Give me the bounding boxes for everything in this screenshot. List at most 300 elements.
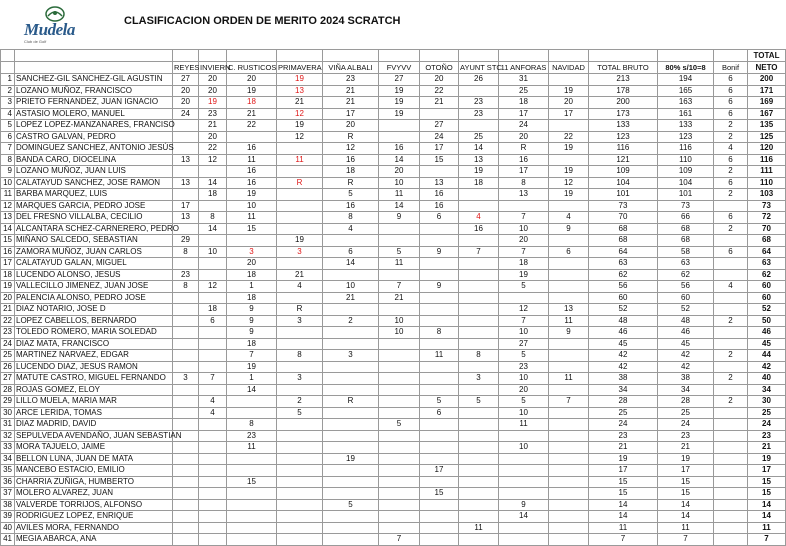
score-cell: 12 (199, 154, 227, 166)
score-cell (227, 396, 277, 408)
score-cell: 20 (199, 131, 227, 143)
score-cell (459, 189, 499, 201)
table-row (1, 189, 786, 201)
score-cell: 4 (199, 396, 227, 408)
score-cell (714, 338, 748, 350)
score-cell: 31 (499, 74, 549, 86)
score-cell (499, 430, 549, 442)
score-cell (549, 534, 589, 546)
score-cell: 26 (459, 74, 499, 86)
score-cell (714, 499, 748, 511)
score-cell (379, 373, 420, 385)
score-cell: 1 (227, 373, 277, 385)
table-row (1, 442, 786, 454)
score-cell: R (277, 304, 323, 316)
score-cell: 17 (420, 465, 459, 477)
score-cell (549, 430, 589, 442)
position-cell: 27 (1, 373, 15, 385)
score-cell: 23 (173, 269, 199, 281)
score-cell (714, 488, 748, 500)
position-cell: 6 (1, 131, 15, 143)
player-name-cell: DIAZ MADRID, DAVID (15, 419, 173, 431)
score-cell (173, 476, 199, 488)
neto-cell: 60 (748, 292, 786, 304)
score-cell (714, 327, 748, 339)
column-header: INVIERN (200, 62, 231, 72)
score-cell (199, 476, 227, 488)
column-header: FVYVV (379, 62, 420, 74)
score-cell: 48 (658, 315, 714, 327)
score-cell: 11 (227, 154, 277, 166)
player-name-cell: MORA TAJUELO, JAIME (15, 442, 173, 454)
score-cell: 1 (227, 281, 277, 293)
score-cell: 15 (227, 476, 277, 488)
score-cell: 12 (199, 281, 227, 293)
score-cell: 38 (658, 373, 714, 385)
score-cell: 12 (499, 304, 549, 316)
score-cell: 3 (277, 373, 323, 385)
neto-cell: 11 (748, 522, 786, 534)
player-name-cell: DEL FRESNO VILLALBA, CECILIO (15, 212, 173, 224)
player-name-cell: SEPULVEDA AVENDAÑO, JUAN SEBASTIAN (16, 430, 182, 440)
score-cell: 15 (227, 223, 277, 235)
score-cell (459, 292, 499, 304)
score-cell: 25 (459, 131, 499, 143)
score-cell (199, 453, 227, 465)
score-cell (379, 465, 420, 477)
player-name-cell: LOZANO MUÑOZ, FRANCISCO (15, 85, 173, 97)
neto-cell: 15 (748, 476, 786, 488)
table-row (1, 396, 786, 408)
score-cell: 56 (658, 281, 714, 293)
table-row (1, 212, 786, 224)
score-cell (173, 361, 199, 373)
score-cell: 10 (379, 177, 420, 189)
score-cell: 2 (323, 315, 379, 327)
score-cell (379, 131, 420, 143)
score-cell (549, 292, 589, 304)
score-cell: 20 (499, 384, 549, 396)
score-cell: 21 (420, 97, 459, 109)
score-cell (323, 269, 379, 281)
score-cell (549, 154, 589, 166)
score-cell: 2 (714, 373, 748, 385)
player-name-cell: SANCHEZ-GIL SANCHEZ-GIL AGUSTIN (15, 74, 173, 86)
score-cell (173, 350, 199, 362)
score-cell: 24 (420, 131, 459, 143)
score-cell: 10 (379, 327, 420, 339)
score-cell: 8 (323, 212, 379, 224)
score-cell (459, 235, 499, 247)
score-cell (173, 258, 199, 270)
score-cell (420, 269, 459, 281)
score-cell: 5 (379, 246, 420, 258)
score-cell (420, 499, 459, 511)
score-cell: 116 (589, 143, 658, 155)
score-cell (714, 511, 748, 523)
score-cell: 18 (459, 177, 499, 189)
table-row (1, 511, 786, 523)
score-cell (227, 407, 277, 419)
neto-cell: 135 (748, 120, 786, 132)
score-cell: 17 (589, 465, 658, 477)
score-cell (420, 511, 459, 523)
score-cell (714, 522, 748, 534)
score-cell (714, 292, 748, 304)
score-cell: 9 (227, 304, 277, 316)
column-header: NETO (748, 62, 786, 74)
score-cell: 68 (658, 223, 714, 235)
player-name-cell: CASTRO GALVAN, PEDRO (15, 131, 173, 143)
score-cell (323, 327, 379, 339)
score-cell (714, 361, 748, 373)
score-cell (173, 511, 199, 523)
table-row (1, 315, 786, 327)
score-cell (199, 166, 227, 178)
score-cell: 17 (420, 143, 459, 155)
score-cell: 109 (658, 166, 714, 178)
score-cell (420, 373, 459, 385)
score-cell (379, 269, 420, 281)
score-cell (277, 534, 323, 546)
score-cell: 6 (420, 407, 459, 419)
score-cell: 60 (589, 292, 658, 304)
score-cell (379, 350, 420, 362)
position-cell: 15 (1, 235, 15, 247)
position-cell: 41 (1, 534, 15, 546)
score-cell (173, 522, 199, 534)
score-cell: 2 (714, 396, 748, 408)
score-cell (227, 499, 277, 511)
score-cell (459, 200, 499, 212)
score-cell (379, 384, 420, 396)
score-cell: 73 (658, 200, 714, 212)
score-cell: 68 (589, 235, 658, 247)
score-cell: 8 (199, 212, 227, 224)
score-cell: 14 (199, 177, 227, 189)
score-cell (549, 200, 589, 212)
score-cell: 133 (658, 120, 714, 132)
table-row (1, 143, 786, 155)
score-cell: 14 (658, 499, 714, 511)
score-cell: 163 (658, 97, 714, 109)
score-cell: 7 (499, 246, 549, 258)
score-cell: 104 (658, 177, 714, 189)
position-cell: 34 (1, 453, 15, 465)
score-cell: 13 (173, 212, 199, 224)
score-cell: 5 (499, 350, 549, 362)
score-cell (459, 281, 499, 293)
score-cell (173, 131, 199, 143)
score-cell (420, 166, 459, 178)
player-name-cell: MEGIA ABARCA, ANA (15, 534, 173, 546)
score-cell (277, 361, 323, 373)
table-row (1, 131, 786, 143)
player-name-cell: PRIETO FERNANDEZ, JUAN IGNACIO (15, 97, 173, 109)
position-cell: 35 (1, 465, 15, 477)
score-cell (199, 327, 227, 339)
score-cell (199, 200, 227, 212)
score-cell (173, 304, 199, 316)
score-cell: 4 (323, 223, 379, 235)
neto-cell: 63 (748, 258, 786, 270)
score-cell: 6 (714, 85, 748, 97)
table-row (1, 235, 786, 247)
score-cell (714, 235, 748, 247)
score-cell: 213 (589, 74, 658, 86)
score-cell (459, 269, 499, 281)
player-name-cell: DIAZ MATA, FRANCISCO (15, 338, 173, 350)
column-header: 11 ANFORAS (499, 62, 549, 74)
score-cell: 200 (589, 97, 658, 109)
score-cell (323, 522, 379, 534)
score-cell: R (277, 177, 323, 189)
player-name-cell: LUCENDO ALONSO, JESUS (15, 269, 173, 281)
score-cell: 20 (173, 85, 199, 97)
neto-cell: 23 (748, 430, 786, 442)
score-cell (549, 350, 589, 362)
score-cell: 68 (658, 235, 714, 247)
player-name-cell: DIAZ NOTARIO, JOSE D (15, 304, 173, 316)
score-cell: 21 (589, 442, 658, 454)
score-cell: 4 (714, 281, 748, 293)
neto-cell: 7 (748, 534, 786, 546)
score-cell: 66 (658, 212, 714, 224)
score-cell (199, 488, 227, 500)
neto-cell: 34 (748, 384, 786, 396)
score-cell: 19 (227, 85, 277, 97)
score-cell: 42 (658, 361, 714, 373)
score-cell: 101 (658, 189, 714, 201)
table-row (1, 465, 786, 477)
position-cell: 37 (1, 488, 15, 500)
score-cell (173, 166, 199, 178)
score-cell (714, 465, 748, 477)
table-row (1, 430, 786, 442)
score-cell: 3 (323, 350, 379, 362)
score-cell (379, 442, 420, 454)
player-name-cell: TOLEDO ROMERO, MARIA SOLEDAD (15, 327, 173, 339)
score-cell: 19 (199, 97, 227, 109)
score-cell: 10 (499, 373, 549, 385)
score-cell (499, 522, 549, 534)
score-cell: 14 (379, 154, 420, 166)
neto-cell: 14 (748, 511, 786, 523)
score-cell (420, 419, 459, 431)
score-cell (379, 499, 420, 511)
score-cell: 16 (499, 154, 549, 166)
score-cell (549, 338, 589, 350)
score-cell (379, 476, 420, 488)
score-cell (199, 465, 227, 477)
score-cell (549, 258, 589, 270)
score-cell: 7 (199, 373, 227, 385)
score-cell: 7 (459, 246, 499, 258)
score-cell (379, 488, 420, 500)
score-cell (277, 189, 323, 201)
score-cell: 18 (227, 269, 277, 281)
score-cell: 5 (323, 499, 379, 511)
score-cell (499, 476, 549, 488)
score-cell: 18 (227, 97, 277, 109)
score-cell (323, 430, 379, 442)
position-cell: 40 (1, 522, 15, 534)
score-cell (549, 522, 589, 534)
score-cell: 21 (323, 85, 379, 97)
score-cell: 11 (420, 350, 459, 362)
score-cell (173, 189, 199, 201)
score-cell: 19 (589, 453, 658, 465)
player-name-cell: LOZANO MUÑOZ, JUAN LUIS (15, 166, 173, 178)
score-cell (420, 442, 459, 454)
score-cell: 9 (549, 223, 589, 235)
score-cell: 10 (499, 223, 549, 235)
score-cell: 4 (277, 281, 323, 293)
score-cell: 18 (199, 189, 227, 201)
position-cell: 33 (1, 442, 15, 454)
score-cell (277, 442, 323, 454)
score-cell (323, 511, 379, 523)
neto-cell: 116 (748, 154, 786, 166)
score-cell (459, 120, 499, 132)
score-cell: 19 (379, 108, 420, 120)
table-row (1, 453, 786, 465)
score-cell: 13 (277, 85, 323, 97)
position-cell: 28 (1, 384, 15, 396)
score-cell (199, 361, 227, 373)
score-cell (173, 488, 199, 500)
score-cell: 21 (379, 292, 420, 304)
score-cell (420, 292, 459, 304)
score-cell: 15 (589, 488, 658, 500)
player-name-cell: MATUTE CASTRO, MIGUEL FERNANDO (15, 373, 173, 385)
score-cell (277, 430, 323, 442)
score-cell: 8 (459, 350, 499, 362)
score-cell: 8 (173, 281, 199, 293)
score-cell (714, 442, 748, 454)
score-cell (459, 315, 499, 327)
score-cell: 12 (323, 143, 379, 155)
score-cell: 7 (227, 350, 277, 362)
score-cell: 12 (277, 131, 323, 143)
score-cell: 14 (323, 258, 379, 270)
score-cell (199, 534, 227, 546)
player-name-cell: LILLO MUELA, MARIA MAR (15, 396, 173, 408)
score-cell: 20 (199, 74, 227, 86)
score-cell (499, 292, 549, 304)
score-cell: 17 (499, 166, 549, 178)
total-header: TOTAL (748, 50, 786, 62)
score-cell (714, 476, 748, 488)
position-cell: 32 (1, 430, 15, 442)
player-name-cell: LOPEZ LOPEZ-MANZANARES, FRANCISO (16, 120, 175, 130)
score-cell (277, 453, 323, 465)
score-cell (714, 384, 748, 396)
score-cell (227, 131, 277, 143)
score-cell: 29 (173, 235, 199, 247)
score-cell: 13 (173, 177, 199, 189)
column-header: 80% s/10=8 (658, 62, 714, 74)
neto-cell: 167 (748, 108, 786, 120)
score-cell: 133 (589, 120, 658, 132)
score-cell (199, 269, 227, 281)
score-cell (549, 281, 589, 293)
score-cell: 20 (499, 235, 549, 247)
neto-cell: 110 (748, 177, 786, 189)
player-name-cell: ZAMORA MUÑOZ, JUAN CARLOS (15, 246, 173, 258)
score-cell (459, 499, 499, 511)
table-row (1, 97, 786, 109)
position-cell: 16 (1, 246, 15, 258)
neto-cell: 40 (748, 373, 786, 385)
score-cell (379, 304, 420, 316)
score-cell (277, 419, 323, 431)
score-cell: 9 (227, 327, 277, 339)
player-name-cell: BARBA MARQUEZ, LUIS (15, 189, 173, 201)
score-cell: 3 (173, 373, 199, 385)
score-cell: 22 (549, 131, 589, 143)
score-cell: 8 (227, 419, 277, 431)
score-cell: 21 (277, 97, 323, 109)
score-cell (714, 200, 748, 212)
score-cell (379, 511, 420, 523)
score-cell (199, 442, 227, 454)
neto-cell: 171 (748, 85, 786, 97)
score-cell: 7 (499, 212, 549, 224)
score-cell: R (323, 131, 379, 143)
score-cell: 19 (227, 361, 277, 373)
score-cell: 8 (499, 177, 549, 189)
column-header: VIÑA ALBALI (323, 62, 379, 74)
position-cell: 17 (1, 258, 15, 270)
neto-cell: 45 (748, 338, 786, 350)
score-cell (173, 120, 199, 132)
table-row (1, 361, 786, 373)
logo-wordmark: Mudela (24, 20, 75, 39)
score-cell (459, 407, 499, 419)
score-cell (420, 476, 459, 488)
score-cell (459, 419, 499, 431)
score-cell: 14 (589, 499, 658, 511)
player-name-cell: VALVERDE TORRIJOS, ALFONSO (15, 499, 173, 511)
score-cell (199, 258, 227, 270)
position-cell: 13 (1, 212, 15, 224)
player-name-cell: DOMINGUEZ SANCHEZ, ANTONIO JESÚS (16, 143, 174, 153)
player-name-cell: BELLON LUNA, JUAN DE MATA (15, 453, 173, 465)
score-cell: 8 (173, 246, 199, 258)
score-cell: 165 (658, 85, 714, 97)
score-cell (714, 258, 748, 270)
score-cell: 18 (227, 338, 277, 350)
score-cell: 63 (589, 258, 658, 270)
score-cell: 11 (379, 189, 420, 201)
position-cell: 20 (1, 292, 15, 304)
score-cell: 9 (379, 212, 420, 224)
table-row (1, 154, 786, 166)
score-cell (459, 534, 499, 546)
score-cell (323, 338, 379, 350)
score-cell: 23 (323, 74, 379, 86)
score-cell (379, 522, 420, 534)
score-cell: 3 (277, 315, 323, 327)
score-cell: 15 (420, 488, 459, 500)
position-cell: 26 (1, 361, 15, 373)
table-row (1, 327, 786, 339)
score-cell (277, 488, 323, 500)
score-cell: 7 (658, 534, 714, 546)
neto-cell: 60 (748, 281, 786, 293)
score-cell: 10 (499, 442, 549, 454)
